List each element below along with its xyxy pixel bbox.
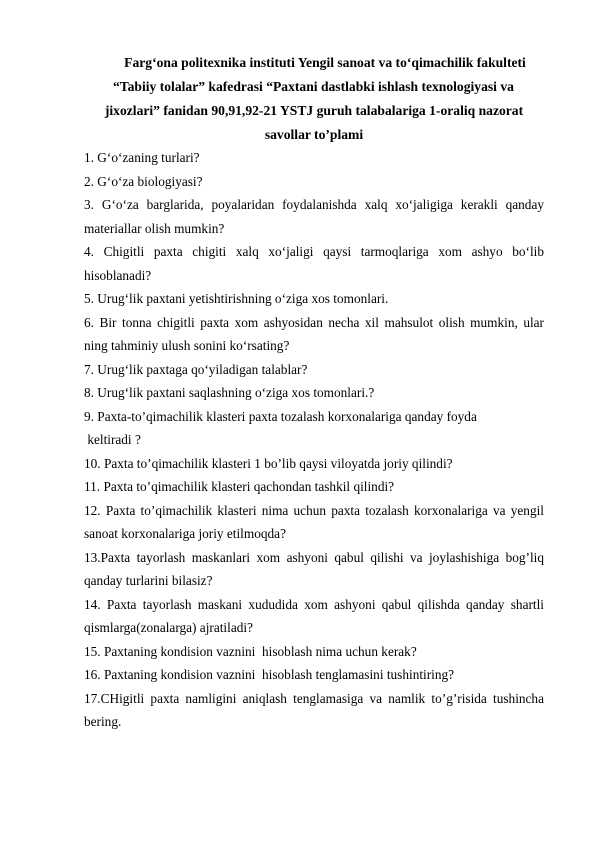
question-item: 1. G‘o‘zaning turlari? xyxy=(84,150,200,165)
header-line-1: Fargʻona politexnika instituti Yengil sanoat va to‘qimachilik fakulteti xyxy=(124,55,526,70)
question-item: 5. Urug‘lik paxtani yetishtirishning o‘ziga xos tomonlari. xyxy=(84,291,389,306)
question-item: 12. Paxta to’qimachilik klasteri nima uchun paxta tozalash korxonalariga va yengil sanoat korxonalariga joriy etilmoqda? xyxy=(84,502,544,541)
question-item: 3. G‘o‘za barglarida, poyalaridan foydalanishda xalq xo‘jaligiga kerakli qanday materiallar olish mumkin? xyxy=(84,197,544,236)
question-list xyxy=(84,146,544,734)
question-item: 6. Bir tonna chigitli paxta xom ashyosidan necha xil mahsulot olish mumkin, ular ning tahminiy ulush sonini ko‘rsating? xyxy=(84,314,544,353)
question-item: 7. Urug‘lik paxtaga qo‘yiladigan talablar? xyxy=(84,361,308,377)
question-item: 16. Paxtaning kondision vaznini hisoblash tenglamasini tushintiring? xyxy=(84,667,455,682)
question-item: 11. Paxta to’qimachilik klasteri qachondan tashkil qilindi? xyxy=(84,479,395,494)
question-item: 9. Paxta-to’qimachilik klasteri paxta tozalash korxonalariga qanday foyda xyxy=(84,408,477,424)
question-item: 4. Chigitli paxta chigiti xalq xo‘jaligi qaysi tarmoqlariga xom ashyo bo‘lib hisoblanadi? xyxy=(84,244,544,283)
question-item: 15. Paxtaning kondision vaznini hisoblash nima uchun kerak? xyxy=(84,643,417,659)
question-item-continuation: keltiradi ? xyxy=(84,432,141,447)
header-line-4: savollar to’plami xyxy=(264,127,364,142)
question-item: 17.CHigitli paxta namligini aniqlash tenglamasiga va namlik to’g’risida tushincha bering. xyxy=(84,690,544,729)
question-item: 2. G‘o‘za biologiyasi? xyxy=(84,173,203,189)
question-item: 10. Paxta to’qimachilik klasteri 1 bo’lib qaysi viloyatda joriy qilindi? xyxy=(84,455,453,471)
header-line-3: jixozlari” fanidan 90,91,92-21 YSTJ guruh talabalariga 1-oraliq nazorat xyxy=(104,103,524,118)
question-item: 13.Paxta tayorlash maskanlari xom ashyoni qabul qilishi va joylashishiga bog’liq qanday turlarini bilasiz? xyxy=(84,549,544,588)
question-item: 8. Urug‘lik paxtani saqlashning o‘ziga xos tomonlari.? xyxy=(84,385,375,400)
question-item: 14. Paxta tayorlash maskani xududida xom ashyoni qabul qilishda qanday shartli qismlarga(zonalarga) ajratiladi? xyxy=(84,596,544,635)
header-line-2: “Tabiiy tolalar” kafedrasi “Paxtani dastlabki ishlash texnologiyasi va xyxy=(113,79,514,94)
document-header xyxy=(84,51,544,147)
